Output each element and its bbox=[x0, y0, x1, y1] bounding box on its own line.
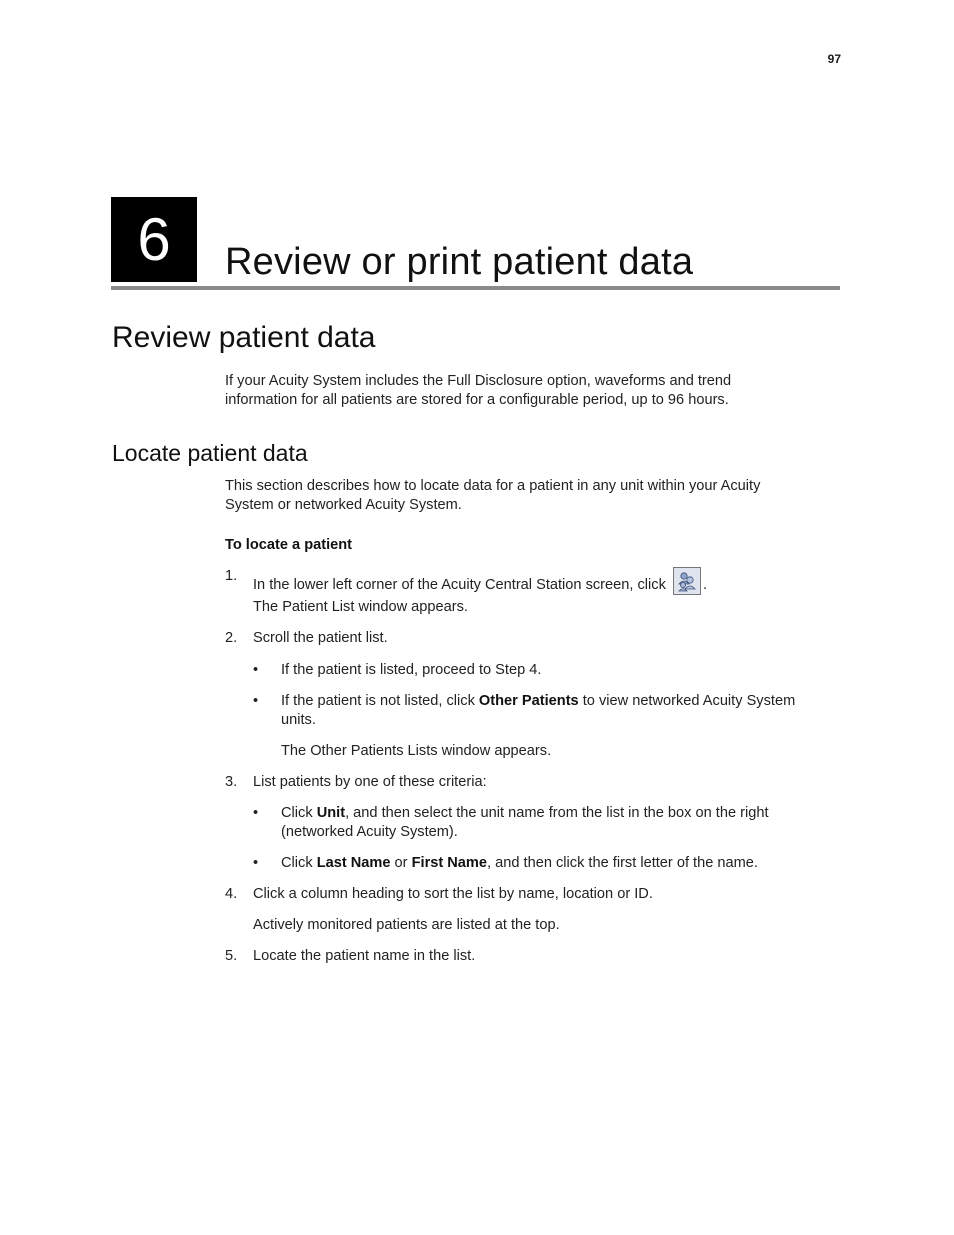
other-patients-label: Other Patients bbox=[478, 693, 579, 709]
bullet-glyph: • bbox=[253, 693, 259, 709]
bullet-text-part: , and then select the unit name from the list in the box on the right bbox=[345, 805, 769, 821]
step-text-period: . bbox=[702, 577, 707, 593]
step-text-content: In the lower left corner of the Acuity Central Station screen, click bbox=[253, 577, 666, 593]
step-number: 5. bbox=[225, 948, 238, 964]
step-result: Actively monitored patients are listed at the top. bbox=[253, 917, 560, 933]
page-number: 97 bbox=[827, 52, 841, 66]
unit-label: Unit bbox=[316, 805, 346, 821]
subsection-intro-line: This section describes how to locate data for a patient in any unit within your Acuity bbox=[225, 478, 761, 494]
step-number: 1. bbox=[225, 568, 238, 584]
bullet-text-part: to view networked Acuity System bbox=[578, 693, 796, 709]
bullet-text bbox=[281, 804, 841, 842]
chapter-rule bbox=[111, 286, 840, 290]
chapter-title: Review or print patient data bbox=[225, 241, 694, 283]
section-intro bbox=[225, 372, 840, 410]
subsection-heading: Locate patient data bbox=[112, 440, 308, 466]
patient-list-icon bbox=[673, 567, 701, 595]
step-text: Click a column heading to sort the list by name, location or ID. bbox=[253, 886, 653, 902]
bullet-glyph: • bbox=[253, 805, 259, 821]
section-intro-line: If your Acuity System includes the Full Disclosure option, waveforms and trend bbox=[225, 373, 732, 389]
bullet-line: (networked Acuity System). bbox=[281, 824, 458, 840]
bullet-text-part: or bbox=[390, 855, 412, 871]
step-text: Scroll the patient list. bbox=[253, 630, 388, 646]
bullet-text-part: If the patient is not listed, click bbox=[281, 693, 479, 709]
step-number: 3. bbox=[225, 774, 238, 790]
bullet-glyph: • bbox=[253, 855, 259, 871]
subsection-intro-line: System or networked Acuity System. bbox=[225, 497, 462, 513]
bullet-line: units. bbox=[281, 712, 316, 728]
step-number: 2. bbox=[225, 630, 238, 646]
last-name-label: Last Name bbox=[316, 855, 391, 871]
section-heading: Review patient data bbox=[112, 321, 376, 354]
bullet-text-part: Click bbox=[281, 805, 317, 821]
bullet-text: If the patient is listed, proceed to Step 4. bbox=[281, 662, 542, 678]
procedure-title: To locate a patient bbox=[225, 537, 353, 553]
bullet-text-part: , and then click the first letter of the name. bbox=[487, 855, 758, 871]
bullet-result: The Other Patients Lists window appears. bbox=[281, 743, 552, 759]
step-number: 4. bbox=[225, 886, 238, 902]
chapter-number-box: 6 bbox=[111, 197, 197, 282]
first-name-label: First Name bbox=[411, 855, 488, 871]
bullet-text bbox=[281, 692, 841, 730]
section-intro-line: information for all patients are stored for a configurable period, up to 96 hours. bbox=[225, 392, 729, 408]
step-text: Locate the patient name in the list. bbox=[253, 948, 476, 964]
bullet-text-part: Click bbox=[281, 855, 317, 871]
step-text bbox=[253, 567, 840, 595]
bullet-line bbox=[281, 692, 841, 711]
subsection-intro bbox=[225, 477, 840, 515]
step-text: List patients by one of these criteria: bbox=[253, 774, 487, 790]
step-result: The Patient List window appears. bbox=[253, 599, 468, 615]
bullet-text bbox=[281, 854, 841, 873]
bullet-glyph: • bbox=[253, 662, 259, 678]
bullet-line bbox=[281, 804, 841, 823]
